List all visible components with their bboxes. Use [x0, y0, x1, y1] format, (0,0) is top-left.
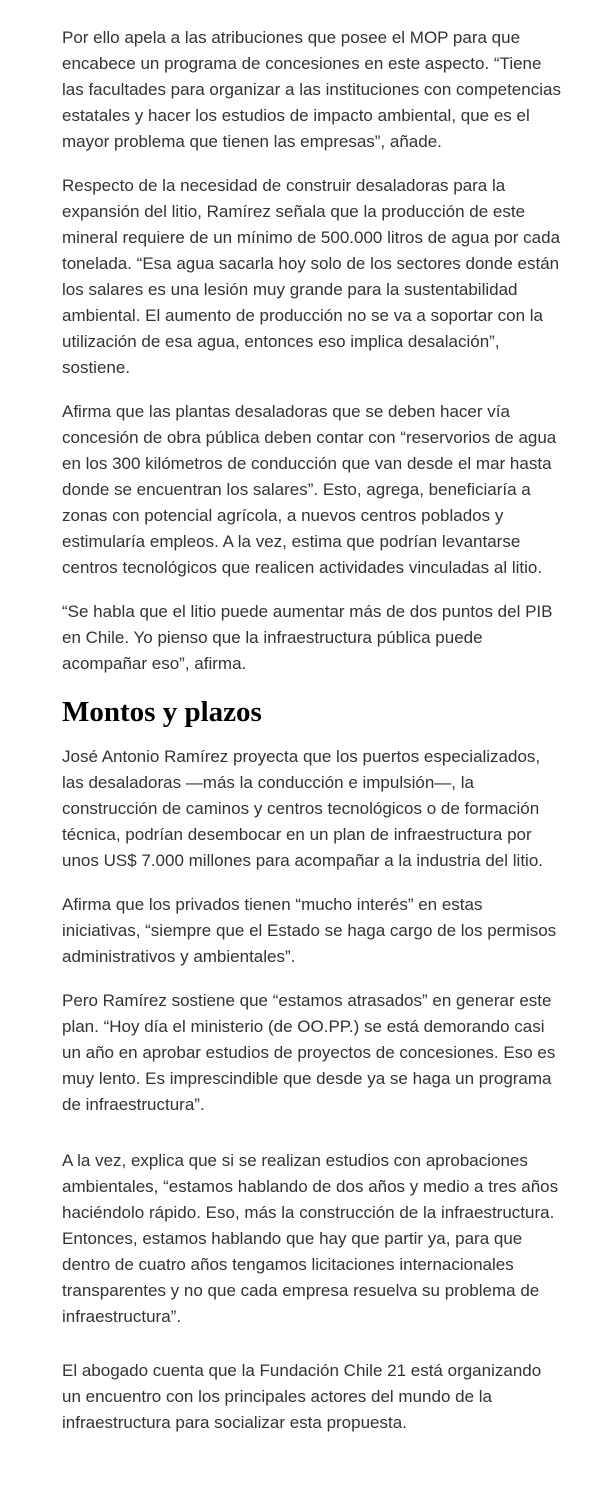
article-paragraph: Por ello apela a las atribuciones que posee el MOP para que encabece un programa de concesiones en este aspecto. “Tiene las facultades para organizar a las instituciones con competencias estatales y hacer los estudios de impacto ambiental, que es el mayor problema que tienen las empresas”, añade. [62, 28, 561, 151]
article-paragraph: Pero Ramírez sostiene que “estamos atrasados” en generar este plan. “Hoy día el ministerio (de OO.PP.) se está demorando casi un año en aprobar estudios de proyectos de concesiones. Eso es muy lento. Es imprescindible que desde ya se haga un programa de infraestructura”. [62, 991, 556, 1114]
article-paragraph: El abogado cuenta que la Fundación Chile 21 está organizando un encuentro con los principales actores del mundo de la infraestructura para socializar esta propuesta. [62, 1361, 542, 1432]
article-paragraph: “Se habla que el litio puede aumentar más de dos puntos del PIB en Chile. Yo pienso que la infraestructura pública puede acompañar eso”, afirma. [62, 602, 553, 673]
article-paragraph: Afirma que las plantas desaladoras que se deben hacer vía concesión de obra pública deben contar con “reservorios de agua en los 300 kilómetros de conducción que van desde el mar hasta donde se encuentran los salares”. Esto, agrega, beneficiaría a zonas con potencial agrícola, a nuevos centros poblados y estimularía empleos. A la vez, estima que podrían levantarse centros tecnológicos que realicen actividades vinculadas al litio. [62, 402, 557, 577]
article-paragraph: José Antonio Ramírez proyecta que los puertos especializados, las desaladoras —más la conducción e impulsión—, la construcción de caminos y centros tecnológicos o de formación técnica, podrían desembocar en un plan de infraestructura por unos US$ 7.000 millones para acompañar a la industria del litio. [62, 747, 543, 870]
article-paragraph: Afirma que los privados tienen “mucho interés” en estas iniciativas, “siempre que el Estado se haga cargo de los permisos administrativos y ambientales”. [62, 895, 557, 966]
article-paragraph: A la vez, explica que si se realizan estudios con aprobaciones ambientales, “estamos hablando de dos años y medio a tres años haciéndolo rápido. Eso, más la construcción de la infraestructura. Entonces, estamos hablando que hay que partir ya, para que dentro de cuatro años tengamos licitaciones internacionales transparentes y no que cada empresa resuelva su problema de infraestructura”. [62, 1151, 559, 1326]
section-heading: Montos y plazos [62, 696, 262, 728]
article-paragraph: Respecto de la necesidad de construir desaladoras para la expansión del litio, Ramírez señala que la producción de este mineral requiere de un mínimo de 500.000 litros de agua por cada tonelada. “Esa agua sacarla hoy solo de los sectores donde están los salares es una lesión muy grande para la sustentabilidad ambiental. El aumento de producción no se va a soportar con la utilización de esa agua, entonces eso implica desalación”, sostiene. [62, 176, 561, 377]
